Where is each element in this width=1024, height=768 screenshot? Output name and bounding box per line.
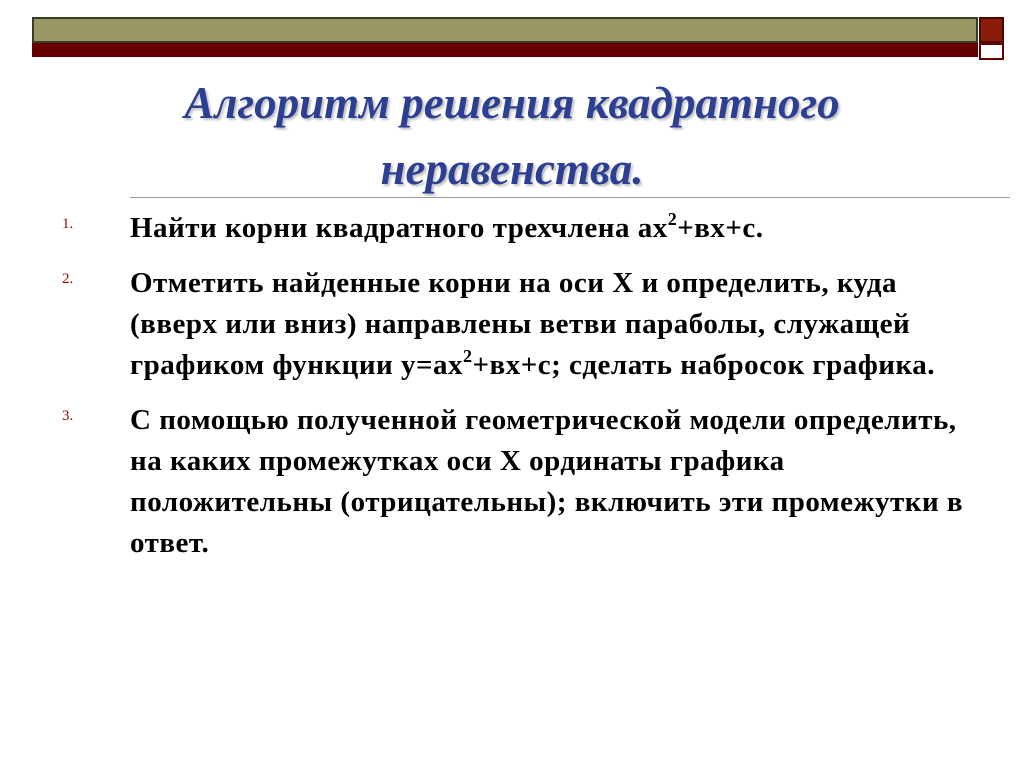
list-item-step-1 [60,208,980,249]
step-number: 2. [62,271,74,287]
corner-square-decoration [979,17,1004,43]
list-item-step-3 [60,400,980,564]
header-decoration-bar [32,17,978,57]
step-number: 3. [62,408,74,424]
superscript-exponent: 2 [463,346,473,366]
step-text [130,400,980,564]
step-text [130,263,980,386]
step-number: 1. [62,216,74,232]
header-maroon-stripe [32,43,978,57]
header-olive-stripe [32,17,978,43]
list-item-step-2 [60,263,980,386]
slide-title: Алгоритм решения квадратного неравенства. [184,78,840,194]
step-text-part: Отметить найденные корни на оси Х и определить, куда (вверх или вниз) направлены ветви параболы, служащей графиком функции у=ах [130,267,911,381]
algorithm-steps-list [60,208,980,578]
step-text-part: С помощью полученной геометрической модели определить, на каких промежутках оси Х ординаты графика положительны (отрицательны); включить эти промежутки в ответ. [130,404,964,559]
step-text [130,208,980,249]
superscript-exponent: 2 [667,209,678,229]
step-text-part: +вх+с; сделать набросок графика. [472,349,936,381]
title-divider [130,197,1010,198]
step-text-part: Найти корни квадратного трехчлена ах [130,212,668,244]
step-text-part: +вх+с. [677,212,764,244]
corner-square-outline-decoration [979,43,1004,60]
